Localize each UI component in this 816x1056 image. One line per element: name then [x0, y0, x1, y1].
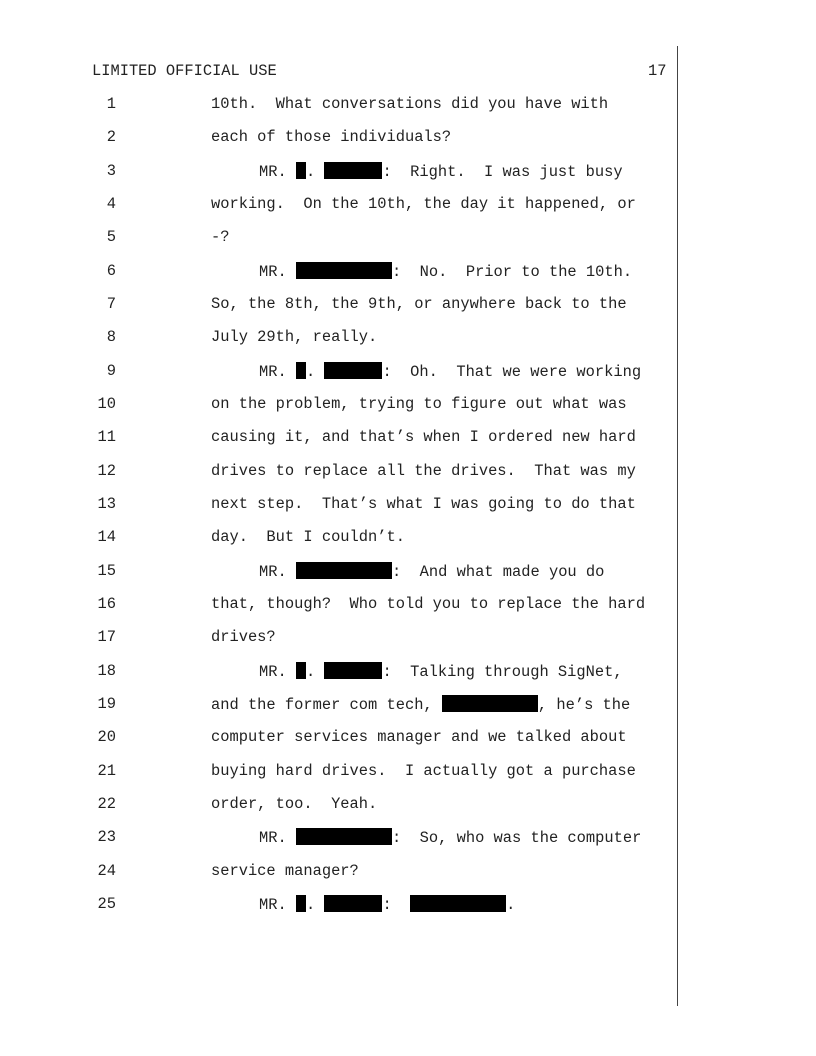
line-number: 9 [106, 362, 116, 380]
line-text: 10th. What conversations did you have with [211, 95, 609, 113]
transcript-line [0, 328, 676, 350]
transcript-line [0, 95, 676, 117]
speaker-initial-dot: . [305, 163, 316, 181]
line-number: 21 [97, 762, 116, 780]
line-number: 20 [97, 728, 116, 746]
redaction-block [296, 895, 306, 912]
redaction-block [296, 162, 306, 179]
line-number: 25 [97, 895, 116, 913]
line-text: computer services manager and we talked about [211, 728, 627, 746]
speaker-colon: : [382, 896, 411, 914]
transcript-line [0, 862, 676, 884]
line-text-with-redaction [211, 695, 630, 714]
line-number: 5 [106, 228, 116, 246]
line-text-after-redaction: , he’s the [537, 696, 631, 714]
line-number: 8 [106, 328, 116, 346]
transcript-line [0, 595, 676, 617]
line-text: order, too. Yeah. [211, 795, 378, 813]
speaker-line [259, 662, 623, 681]
line-number: 12 [97, 462, 116, 480]
redaction-block [296, 362, 306, 379]
speaker-line [259, 362, 641, 381]
speaker-statement: : Talking through SigNet, [382, 663, 623, 681]
line-number: 18 [97, 662, 116, 680]
speaker-statement: : So, who was the computer [391, 829, 642, 847]
transcript-line [0, 295, 676, 317]
transcript-line [0, 395, 676, 417]
redaction-block [296, 828, 392, 845]
transcript-line [0, 795, 676, 817]
transcript-line [0, 362, 676, 384]
speaker-line [259, 828, 641, 847]
line-number: 10 [97, 395, 116, 413]
transcript-line [0, 162, 676, 184]
transcript-line [0, 528, 676, 550]
redaction-block [442, 695, 538, 712]
speaker-prefix: MR. [259, 163, 296, 181]
transcript-line [0, 428, 676, 450]
speaker-statement: : And what made you do [391, 563, 605, 581]
line-number: 16 [97, 595, 116, 613]
line-text: buying hard drives. I actually got a purchase [211, 762, 636, 780]
line-text: next step. That’s what I was going to do that [211, 495, 636, 513]
line-number: 14 [97, 528, 116, 546]
transcript-line [0, 462, 676, 484]
line-number: 13 [97, 495, 116, 513]
line-number: 3 [106, 162, 116, 180]
line-text: drives to replace all the drives. That was my [211, 462, 636, 480]
speaker-line [259, 895, 515, 914]
speaker-prefix: MR. [259, 363, 296, 381]
speaker-statement: . [506, 896, 516, 914]
line-number: 22 [97, 795, 116, 813]
line-number: 6 [106, 262, 116, 280]
speaker-line [259, 162, 623, 181]
redaction-block [296, 562, 392, 579]
line-number: 15 [97, 562, 116, 580]
speaker-statement: : Right. I was just busy [382, 163, 623, 181]
speaker-prefix: MR. [259, 563, 296, 581]
speaker-initial-dot: . [305, 896, 316, 914]
speaker-line [259, 262, 632, 281]
line-number: 1 [106, 95, 116, 113]
transcript-line [0, 695, 676, 717]
line-number: 7 [106, 295, 116, 313]
transcript-line [0, 495, 676, 517]
line-text: working. On the 10th, the day it happened, or [211, 195, 636, 213]
line-text: service manager? [211, 862, 359, 880]
transcript-line [0, 728, 676, 750]
line-text: on the problem, trying to figure out what was [211, 395, 627, 413]
speaker-initial-dot: . [305, 663, 316, 681]
transcript-line [0, 262, 676, 284]
line-number: 17 [97, 628, 116, 646]
transcript-line [0, 195, 676, 217]
redaction-block [296, 262, 392, 279]
line-text: July 29th, really. [211, 328, 378, 346]
redaction-block [410, 895, 506, 912]
transcript-line [0, 762, 676, 784]
transcript-line [0, 662, 676, 684]
redaction-block [324, 162, 382, 179]
page-number: 17 [648, 62, 667, 80]
transcript-line [0, 228, 676, 250]
line-number: 2 [106, 128, 116, 146]
redaction-block [296, 662, 306, 679]
line-text: -? [211, 228, 230, 246]
line-text: So, the 8th, the 9th, or anywhere back to the [211, 295, 627, 313]
speaker-initial-dot: . [305, 363, 316, 381]
speaker-line [259, 562, 604, 581]
transcript-line [0, 828, 676, 850]
line-text: that, though? Who told you to replace the hard [211, 595, 646, 613]
transcript-line [0, 628, 676, 650]
redaction-block [324, 662, 382, 679]
line-number: 4 [106, 195, 116, 213]
line-number: 24 [97, 862, 116, 880]
redaction-block [324, 895, 382, 912]
transcript-line [0, 895, 676, 917]
line-text: drives? [211, 628, 276, 646]
speaker-prefix: MR. [259, 829, 296, 847]
speaker-prefix: MR. [259, 263, 296, 281]
speaker-statement: : Oh. That we were working [382, 363, 642, 381]
document-classification-header: LIMITED OFFICIAL USE [92, 62, 277, 80]
line-number: 11 [97, 428, 116, 446]
speaker-statement: : No. Prior to the 10th. [391, 263, 633, 281]
line-text: causing it, and that’s when I ordered new hard [211, 428, 636, 446]
line-text-before-redaction: and the former com tech, [211, 696, 442, 714]
speaker-prefix: MR. [259, 896, 296, 914]
speaker-prefix: MR. [259, 663, 296, 681]
line-text: day. But I couldn’t. [211, 528, 405, 546]
line-text: each of those individuals? [211, 128, 452, 146]
redaction-block [324, 362, 382, 379]
transcript-line [0, 128, 676, 150]
line-number: 19 [97, 695, 116, 713]
transcript-line [0, 562, 676, 584]
line-number: 23 [97, 828, 116, 846]
